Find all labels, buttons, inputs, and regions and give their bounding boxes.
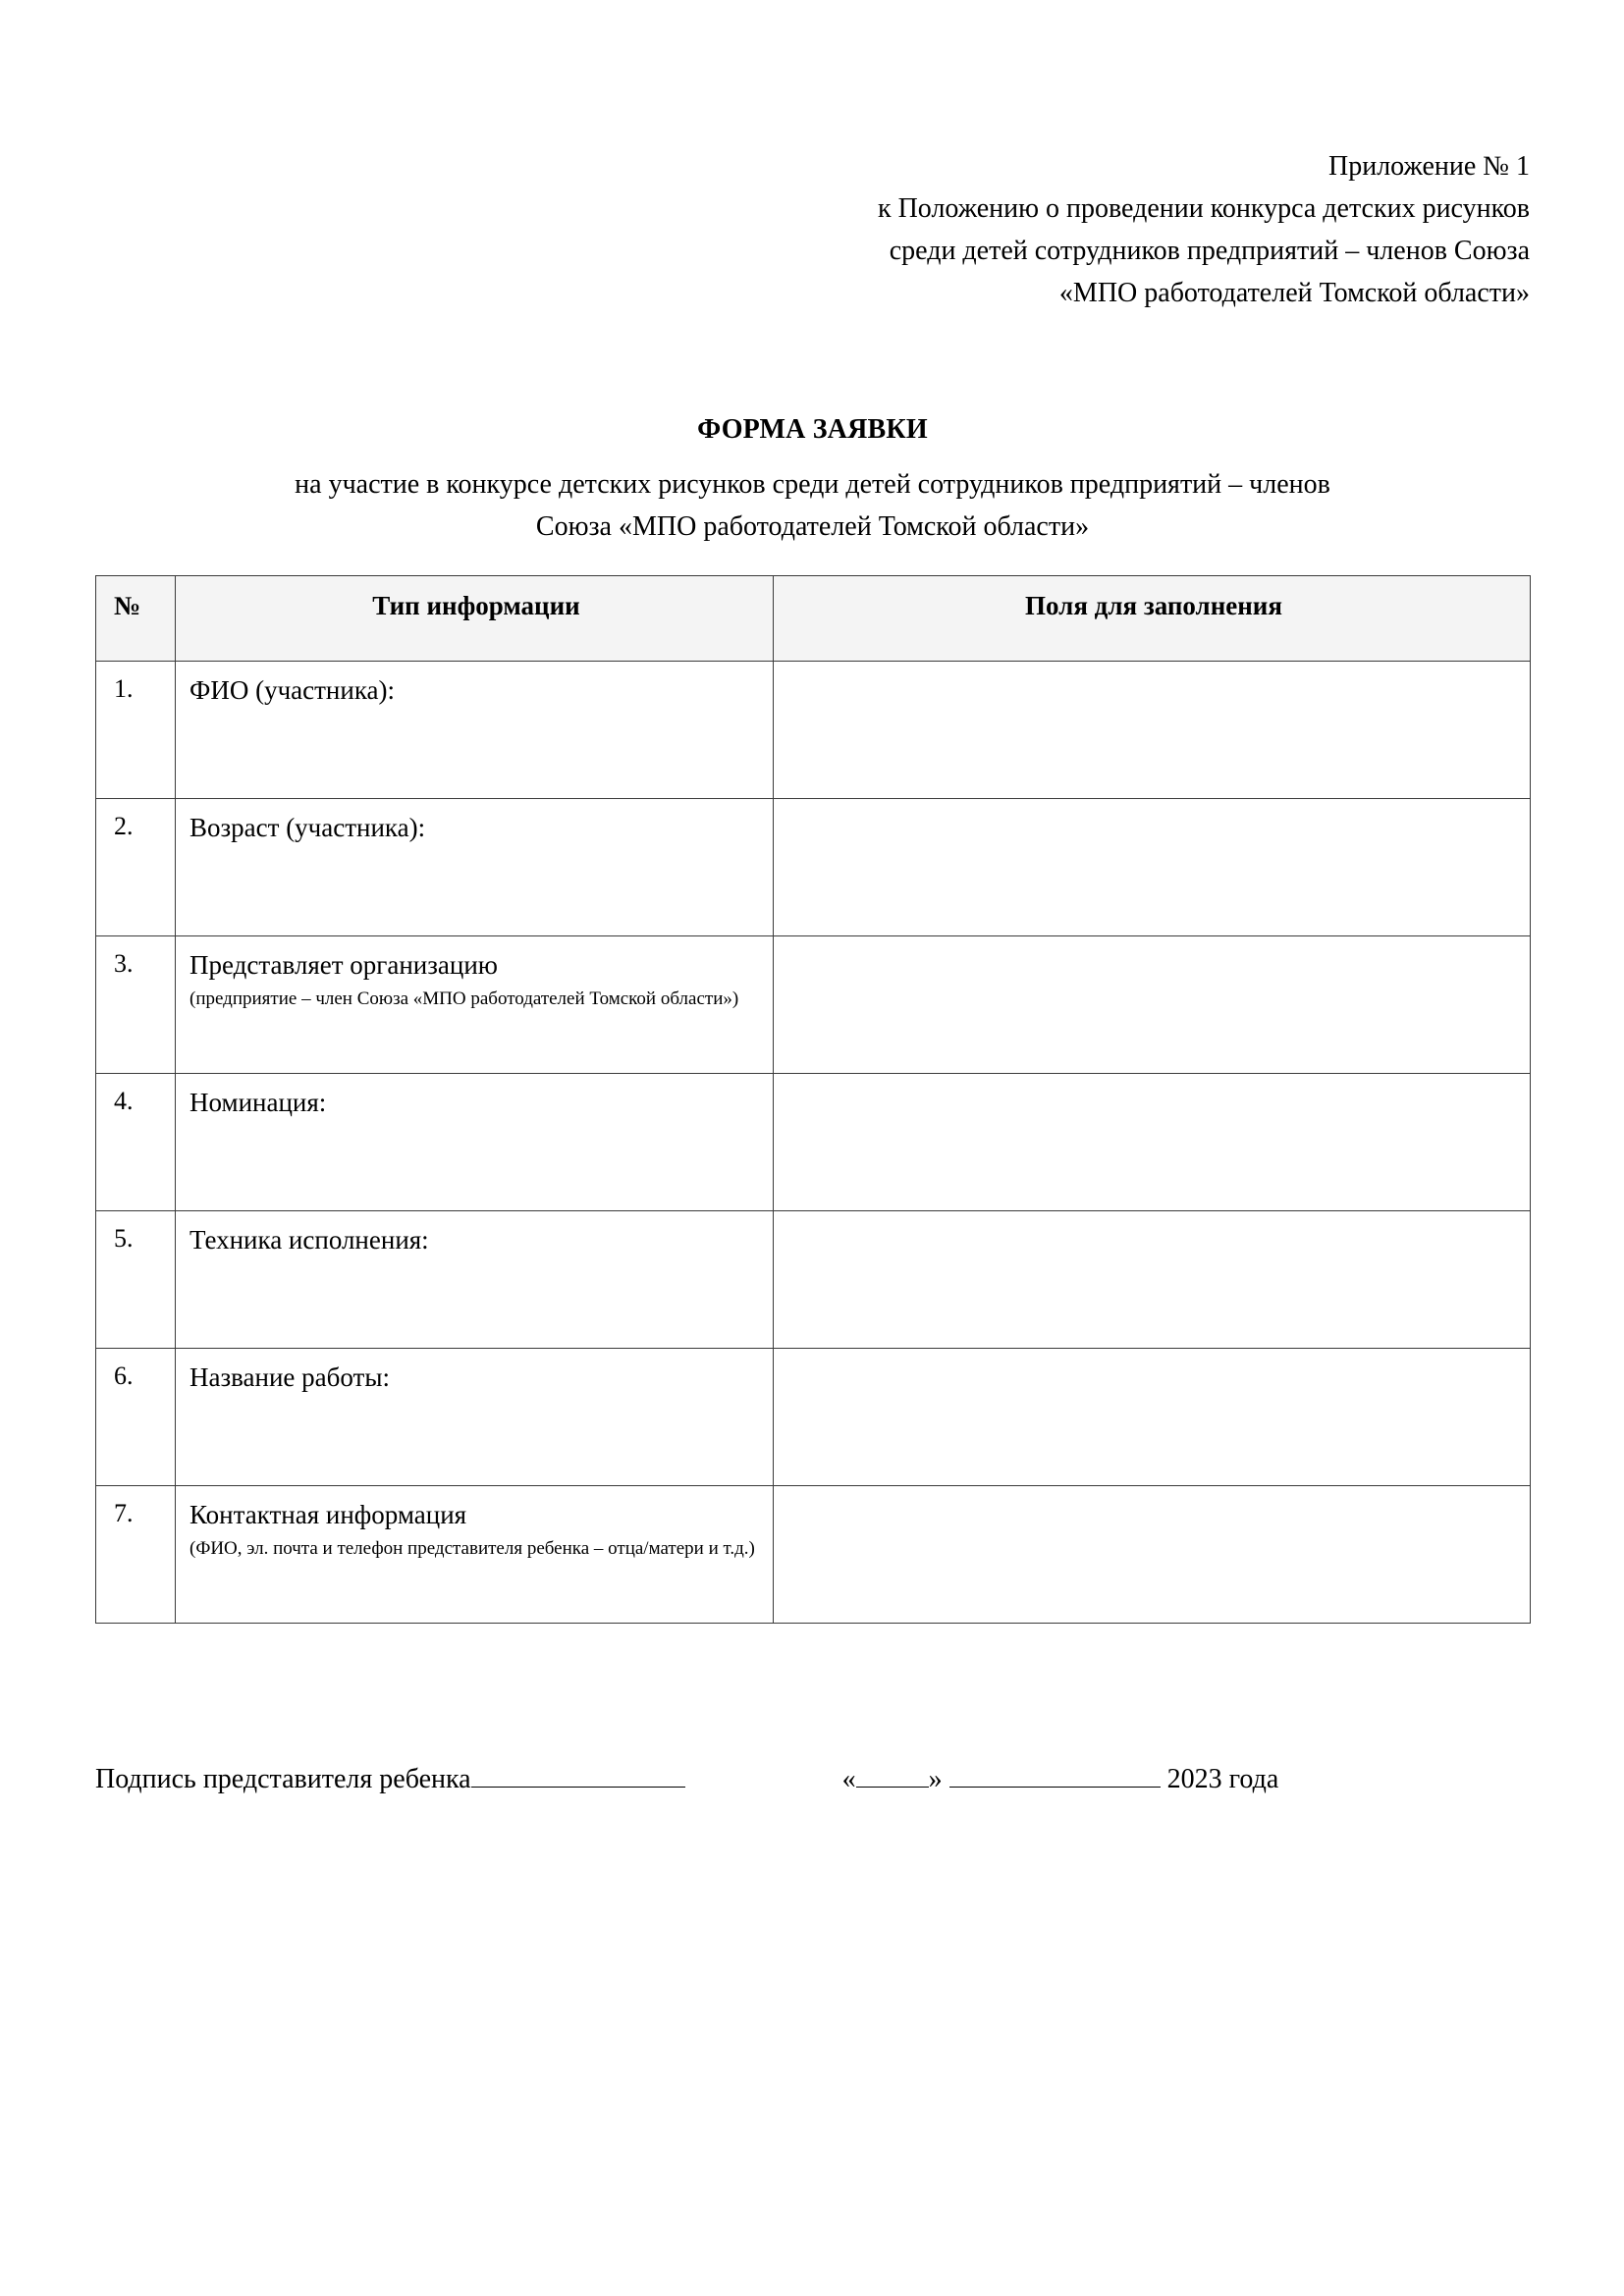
row-info-type xyxy=(176,1486,774,1624)
row-sublabel: (ФИО, эл. почта и телефон представителя ребенка – отца/матери и т.д.) xyxy=(189,1538,755,1559)
table-header xyxy=(96,576,1531,662)
row-info-type xyxy=(176,1074,774,1211)
row-fill-field[interactable] xyxy=(774,1074,1531,1211)
row-fill-field[interactable] xyxy=(774,799,1531,936)
signature-label: Подпись представителя ребенка xyxy=(95,1764,471,1794)
appendix-header xyxy=(95,145,1530,314)
appendix-line-2: к Положению о проведении конкурса детских рисунков xyxy=(877,193,1530,224)
column-header-number: № xyxy=(96,576,176,662)
row-number: 1. xyxy=(96,662,176,799)
row-info-type xyxy=(176,799,774,936)
row-number: 5. xyxy=(96,1211,176,1349)
table-body xyxy=(96,662,1531,1624)
year-label: 2023 года xyxy=(1166,1764,1279,1794)
day-line[interactable] xyxy=(856,1787,929,1788)
row-info-type xyxy=(176,662,774,799)
row-label: Номинация: xyxy=(189,1088,327,1117)
row-fill-field[interactable] xyxy=(774,1211,1531,1349)
row-number: 6. xyxy=(96,1349,176,1486)
row-label: Контактная информация xyxy=(189,1500,467,1529)
row-label: Название работы: xyxy=(189,1362,390,1392)
subtitle-line-1: на участие в конкурсе детских рисунков среди детей сотрудников предприятий – членов xyxy=(295,469,1330,500)
row-sublabel: (предприятие – член Союза «МПО работодателей Томской области») xyxy=(189,988,739,1009)
row-label: ФИО (участника): xyxy=(189,675,395,705)
appendix-line-1: Приложение № 1 xyxy=(1328,151,1530,182)
page-subtitle xyxy=(95,463,1530,548)
table-row xyxy=(96,799,1531,936)
row-number: 4. xyxy=(96,1074,176,1211)
row-number: 7. xyxy=(96,1486,176,1624)
table-row xyxy=(96,936,1531,1074)
table-row xyxy=(96,1074,1531,1211)
table-row xyxy=(96,1349,1531,1486)
table-row xyxy=(96,662,1531,799)
title-block xyxy=(95,410,1530,548)
appendix-line-3: среди детей сотрудников предприятий – членов Союза xyxy=(889,236,1530,266)
row-fill-field[interactable] xyxy=(774,1486,1531,1624)
table-row xyxy=(96,1486,1531,1624)
row-fill-field[interactable] xyxy=(774,936,1531,1074)
appendix-line-4: «МПО работодателей Томской области» xyxy=(1058,278,1530,308)
page-title: ФОРМА ЗАЯВКИ xyxy=(697,414,928,445)
row-info-type xyxy=(176,1349,774,1486)
signature-line[interactable] xyxy=(471,1787,685,1788)
table-header-row xyxy=(96,576,1531,662)
row-fill-field[interactable] xyxy=(774,662,1531,799)
row-fill-field[interactable] xyxy=(774,1349,1531,1486)
table-row xyxy=(96,1211,1531,1349)
column-header-fields: Поля для заполнения xyxy=(774,576,1531,662)
application-form-table xyxy=(95,575,1531,1624)
subtitle-line-2: Союза «МПО работодателей Томской области» xyxy=(535,511,1090,542)
quote-close: » xyxy=(928,1764,943,1794)
row-label: Возраст (участника): xyxy=(189,813,426,842)
month-line[interactable] xyxy=(949,1787,1161,1788)
signature-footer xyxy=(95,1760,1530,1799)
row-info-type xyxy=(176,936,774,1074)
row-info-type xyxy=(176,1211,774,1349)
row-label: Техника исполнения: xyxy=(189,1225,429,1255)
row-number: 3. xyxy=(96,936,176,1074)
row-number: 2. xyxy=(96,799,176,936)
column-header-info-type: Тип информации xyxy=(176,576,774,662)
row-label: Представляет организацию xyxy=(189,950,498,980)
quote-open: « xyxy=(841,1764,856,1794)
